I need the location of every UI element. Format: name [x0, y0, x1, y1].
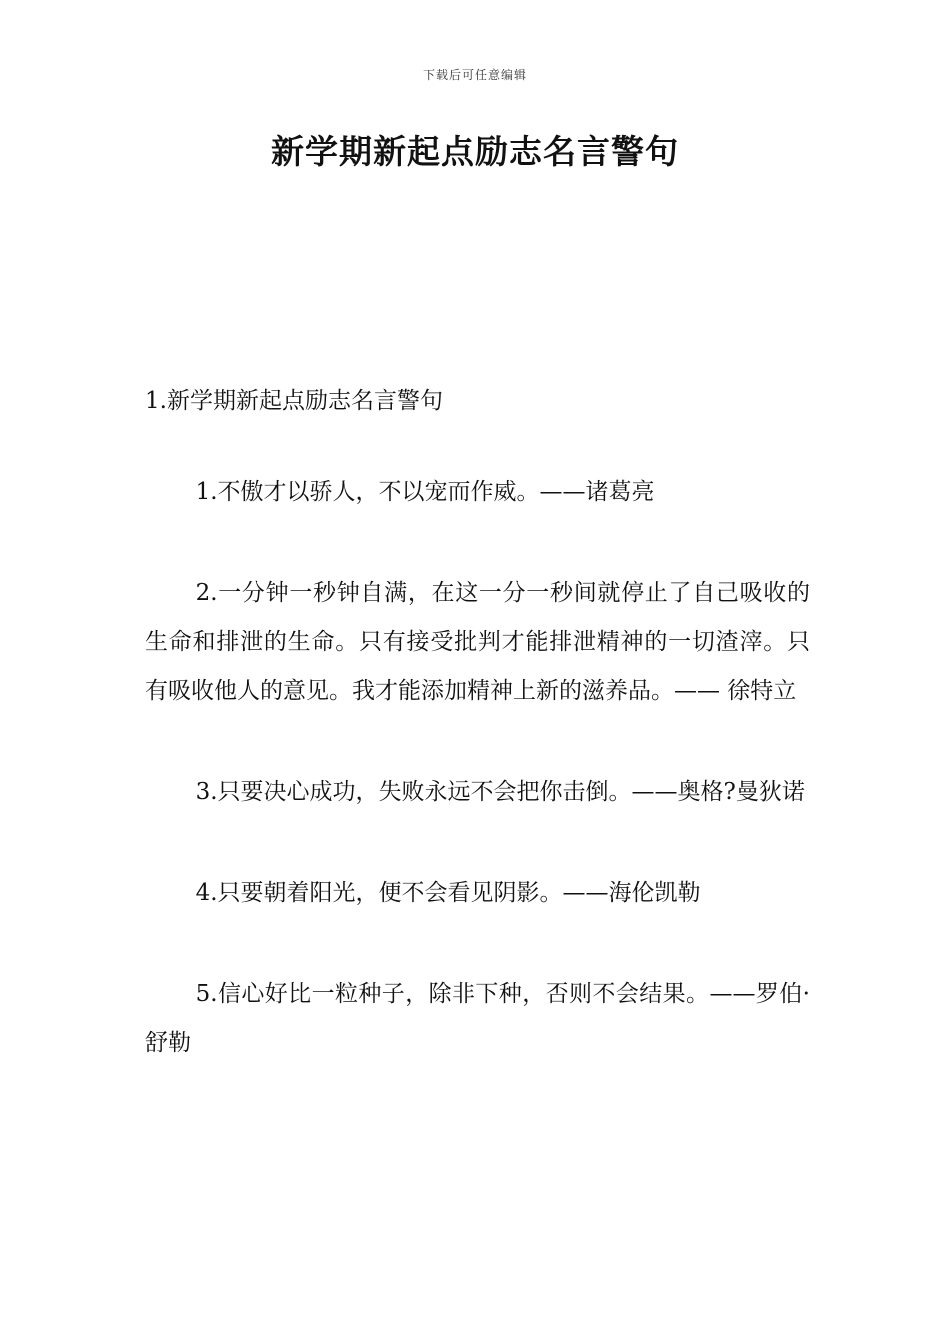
header-note: 下载后可任意编辑 — [422, 68, 527, 82]
quote-item: 5.信心好比一粒种子，除非下种，否则不会结果。——罗伯·舒勒 — [145, 981, 810, 1056]
quote-item: 2.一分钟一秒钟自满，在这一分一秒间就停止了自己吸收的生命和排泄的生命。只有接受批判才能排泄精神的一切渣滓。只有吸收他人的意见。我才能添加精神上新的滋养品。—— 徐特立 — [145, 580, 810, 704]
section-heading: 1.新学期新起点励志名言警句 — [145, 388, 443, 414]
page-title: 新学期新起点励志名言警句 — [271, 132, 679, 171]
quote-item: 3.只要决心成功，失败永远不会把你击倒。——奥格?曼狄诺 — [195, 779, 805, 805]
quote-item: 1.不傲才以骄人，不以宠而作威。——诸葛亮 — [195, 479, 655, 505]
document-body — [145, 378, 810, 1120]
quote-item: 4.只要朝着阳光，便不会看见阴影。——海伦凯勒 — [195, 880, 701, 906]
